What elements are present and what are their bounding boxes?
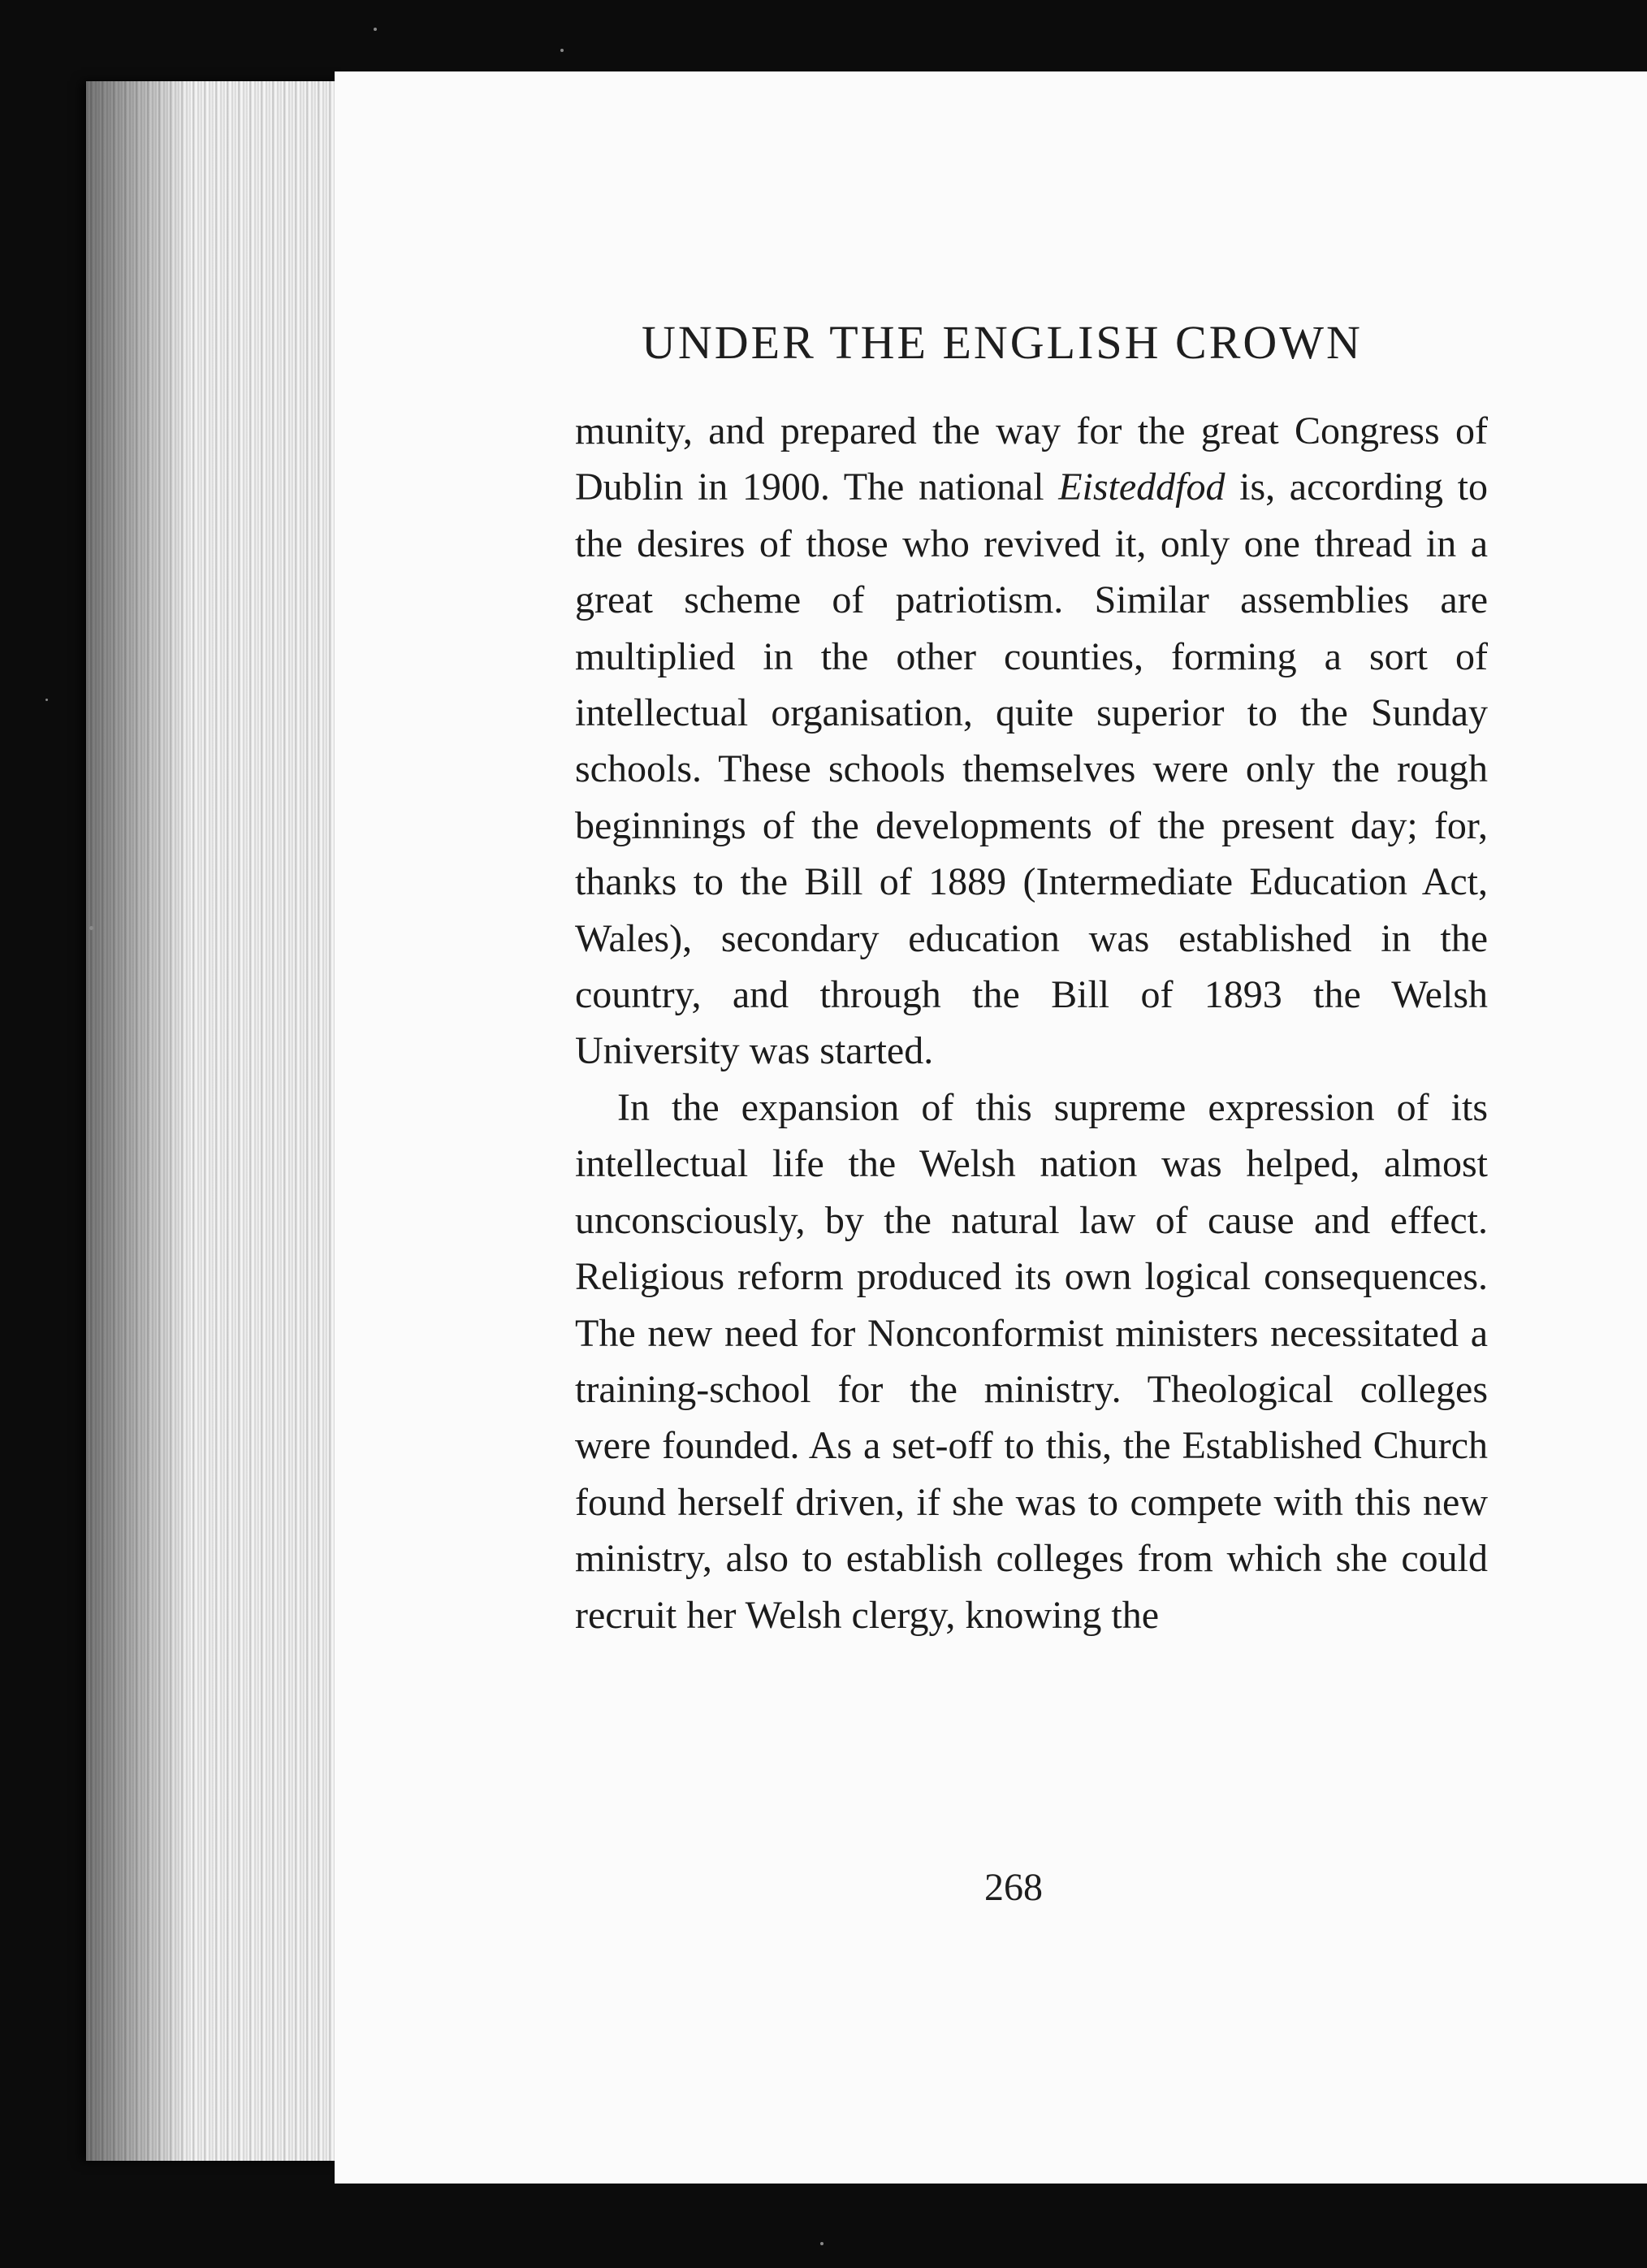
- paragraph-1-italic-term: Eisteddfod: [1058, 465, 1226, 509]
- page-edges-shadow: [86, 81, 346, 2161]
- running-title: UNDER THE ENGLISH CROWN: [642, 316, 1363, 369]
- scan-speck: [374, 28, 377, 31]
- page-body: [575, 403, 1488, 1643]
- paragraph-2: In the expansion of this supreme expression of its intellectual life the Welsh nation was helped, almost unconsciously, by the natural law of cause and effect. Religious reform produced its own logical consequences. The new need for Nonconformist ministers necessitated a training-school for the ministry. Theological colleges were founded. As a set-off to this, the Established Church found herself driven, if she was to compete with this new ministry, also to establish colleges from which she could recruit her Welsh clergy, knowing the: [575, 1085, 1488, 1637]
- paragraph-1-text-a: munity, and prepared the way for the great Congress of Dublin in 1900. The national: [575, 409, 1488, 509]
- page-number: 268: [984, 1866, 1043, 1909]
- scan-speck: [89, 926, 93, 930]
- paragraph-1: [575, 403, 1488, 1080]
- paragraph-1-text-b: is, according to the desires of those who revived it, only one thread in a great scheme of patriotism. Similar assemblies are multiplied in the other counties, forming a sort of intellectual organisation, quite superior to the Sunday schools. These schools themselves were only the rough beginnings of the developments of the present day; for, thanks to the Bill of 1889 (Intermediate Education Act, Wales), secondary education was established in the country, and through the Bill of 1893 the Welsh University was started.: [575, 465, 1488, 1073]
- scan-speck: [45, 699, 48, 701]
- scan-speck: [820, 2242, 824, 2245]
- scan-speck: [560, 49, 564, 52]
